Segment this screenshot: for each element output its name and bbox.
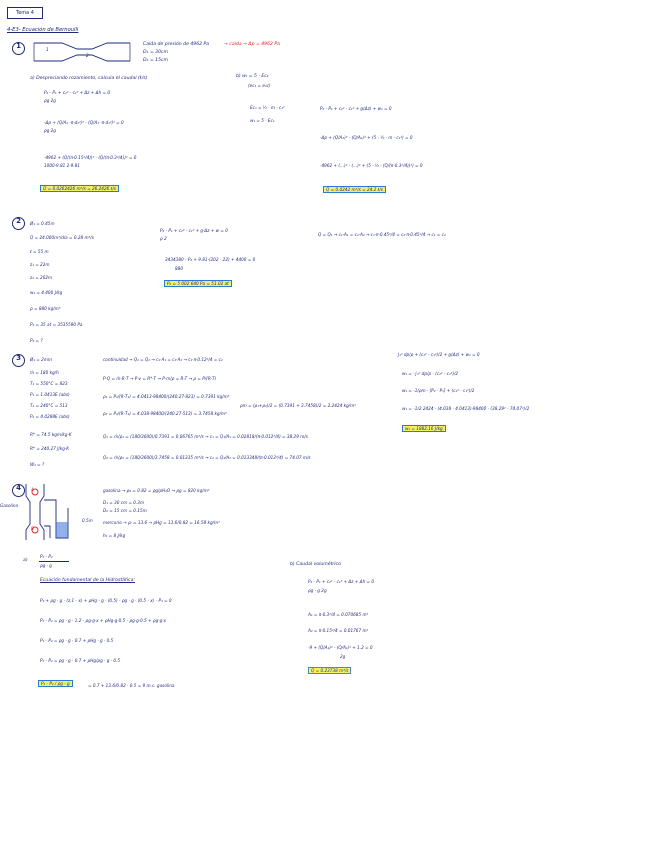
- p3-given-5: T₂ = 240°C = 513: [30, 403, 68, 408]
- fig-label-gasolina: Gasolina: [0, 503, 19, 508]
- p2-line-1: P₂ - P₁ + c₂² - c₁² + g·Δz + w = 0: [160, 228, 228, 233]
- p4-given-5: h₁ = 8 J/kg: [103, 533, 126, 538]
- p4-a-head: P₁ - P₂: [40, 554, 53, 559]
- p4-a-line-2: P₁ - P₂ = ρg · g · 1.2 - ρg·g·x + ρHg·g·0.5 - ρg·g·0.5 + ρg·g·x: [40, 618, 167, 623]
- p1-a-title: a) Despreciando rozamiento, calcula el caudal (ℓ/s): [30, 76, 148, 81]
- p2-given-7: ρ = 880 kg/m³: [30, 306, 61, 311]
- p1-b-result: Q = 0.0242 m³/s = 24.2 ℓ/s: [323, 186, 386, 193]
- p1-b-line-1: Ec₁ = ½ · m · c₁²: [250, 105, 285, 110]
- page-title: Tema 4: [7, 7, 43, 19]
- p1-a-line-4: ρg 2g: [44, 128, 56, 133]
- p3-line-5: ρm = (ρ₁+ρ₂)/2 = (0.7391 + 3.7458)/2 = 2.2424 kg/m³: [240, 403, 356, 408]
- p3-given-4: P₁ = 1.0413E (abs): [30, 392, 70, 397]
- p4-b-line-3: A₁ = π·0.3²/4 = 0.070685 m²: [308, 612, 369, 617]
- p2-given-2: Q = 24.000m³/día = 0.28 m³/s: [30, 235, 94, 240]
- p3-given-8: R* = 240.27 J/kg·K: [30, 446, 69, 451]
- p1-a-result: Q = 0.0262426 m³/s = 26.2426 ℓ/s: [40, 185, 119, 192]
- p3-right-4: w₁ = -1/2.2424 · (4.038 - 4.0413)·98400 - (38.29² - 74.07²)/2: [402, 406, 530, 411]
- p1-given-1: Caída de presión de 4962 Pa: [143, 42, 210, 47]
- p1-a-line-6: 1000·9.81 2·9.81: [44, 163, 80, 168]
- p2-given-4: z₁ = 22m: [30, 262, 50, 267]
- p4-a-result-lhs: P₁ - P₂ / ρg · g: [38, 680, 73, 687]
- p3-line-7: Q₂ = ṁ/ρ₂ = (180/3600)/3.7458 = 0.01335 m³/s → c₂ = Q₂/A₂ = 0.013348/(π·0.012²/4) = 74.07 m/s: [103, 455, 311, 460]
- fig-label-a: A: [31, 487, 34, 492]
- p2-given-3: ℓ = 55 m: [30, 249, 49, 254]
- p3-line-4: ρ₂ = P₂/(R·T₂) = 4.038·98400/(240.27·513) = 3.7458 kg/m³: [103, 411, 227, 416]
- p3-line-1: continuidad → Q₁ = Q₂ → c₁·A₁ = c₂·A₂ → c₁·π·0.12²/4 = c₂: [103, 357, 223, 362]
- p3-right-1: ∫₁² dp/ρ + (c₂² - c₁²)/2 + g(Δz) + w₁ = 0: [397, 352, 480, 357]
- p4-b-line-4: A₂ = π·0.15²/4 = 0.01767 m²: [308, 628, 369, 633]
- p1-b-line-5: -4962 + (...)² - (...)² + (5 · ½ · (Q/(π·0.3²/4))²) = 0: [320, 163, 423, 168]
- p4-a-head2: ρg · g: [40, 563, 52, 568]
- p4-eq-title: Ecuación fundamental de la Hidrostática:: [40, 578, 135, 583]
- p4-a-line-1: P₂ + ρg · g · (z,1 - x) + ρHg · g · (0.5) - ρg · g · (0.5 - x) - P₁ = 0: [40, 598, 172, 603]
- p1-given-2: → caída → Δp = 4962 Pa: [224, 42, 280, 47]
- p1-given-4: D₂ = 15cm: [143, 58, 168, 63]
- p1-a-line-2: ρg 2g: [44, 98, 56, 103]
- p2-given-6: w₁ = 4.400 J/kg: [30, 290, 63, 295]
- p3-given-7: R* = 74.5 kgm/kg·K: [30, 432, 72, 437]
- p2-given-8: P₁ = 35 at = 3535590 Pa: [30, 322, 83, 327]
- p2-given-1: Ø₁ = 0.45m: [30, 221, 55, 226]
- p4-given-3: D₂ = 15 cm = 0.15m: [103, 508, 147, 513]
- p1-given-3: D₁ = 30cm: [143, 50, 168, 55]
- p4-b-line-5: -9 + (Q/A₂)² - (Q/A₁)² + 1.2 = 0: [308, 645, 373, 650]
- p4-b-line-2: ρg · g 2g: [308, 588, 327, 593]
- p2-result: P₂ = 5 002 640 Pa = 51.02 at: [164, 280, 232, 287]
- problem-number-3: 3: [12, 354, 25, 367]
- p1-b-line-2: w₁ = 5 · Ec₁: [250, 118, 275, 123]
- manometer-diagram-icon: [14, 482, 76, 542]
- p3-given-1: Ø₁ = 2mm: [30, 357, 52, 362]
- p2-line-3: 3434380 - P₂ + 9.81·(202 - 22) + 4400 = 0: [165, 257, 256, 262]
- fig-label-1: 1: [46, 47, 49, 52]
- p1-b-sub: (ec₁ = e₁c): [248, 83, 271, 88]
- p1-a-line-3: -Δp + (Q/A₂ ·π·d₂²)² - (Q/A₁ ·π·d₁²)² = 0: [44, 120, 124, 125]
- section-title: 4-E3- Ecuación de Bernoulli: [7, 27, 79, 33]
- p3-right-3: w₁ = -1/ρm · [P₂ - P₁] + (c₂² - c₁²)/2: [402, 388, 475, 393]
- p3-given-3: T₁ = 550°C = 823: [30, 381, 68, 386]
- p3-given-2: ṁ = 180 kg/h: [30, 370, 59, 375]
- p4-b-line-6: 2g: [340, 654, 346, 659]
- p1-b-line-4: -Δp + (Q/A₂)² - (Q/A₁)² + (5 · ½ · m · c₁²) = 0: [320, 135, 413, 140]
- p1-b-line-3: P₂ - P₁ + c₂² - c₁² + g(Δz) + w₁ = 0: [320, 106, 392, 111]
- p2-continuity: Q = Q₁ → c₁·A₁ = c₂·A₂ → c₁·π·0.45²/4 = c₂·π·0.45²/4 → c₁ = c₂: [318, 232, 446, 237]
- p2-line-2: ρ 2: [160, 236, 167, 241]
- p3-result: w₁ = 1882.16 J/kg: [402, 425, 446, 432]
- p4-a-line-4: P₁ - P₂ = ρg · g · 0.7 + ρHg/ρg · g · 0.5: [40, 658, 121, 663]
- fig-label-2: 2: [86, 53, 89, 58]
- fig-label-height: 0.5m: [82, 518, 93, 523]
- p4-b-line-1: P₂ - P₁ + c₂² - c₁² + Δz + Δh = 0: [308, 579, 375, 584]
- p3-given-6: P₂ = 4.0288E (abs): [30, 414, 70, 419]
- problem-number-2: 2: [12, 217, 25, 230]
- p4-given-4: mercurio → ρᵣ = 13.6 → ρHg = 13.6/0.82 = 16.58 kg/m³: [103, 520, 220, 525]
- p3-line-3: ρ₁ = P₁/(R·T₁) = 4.0413·98400/(240.27·823) = 0.7391 kg/m³: [103, 394, 230, 399]
- fig-label-b: B: [31, 526, 34, 531]
- p3-right-2: w₁ = -∫₁² dp/ρ - (c₂² - c₁²)/2: [402, 371, 459, 376]
- p4-a-label: a): [23, 558, 28, 563]
- p3-given-9: W₁ = ?: [30, 462, 45, 467]
- p4-a-line-3: P₁ - P₂ = ρg · g · 0.7 + ρHg · g · 0.5: [40, 638, 114, 643]
- p4-a-result: = 0.7 + 13.6/0.82 · 0.5 = 9 m.c. gasolina: [88, 683, 175, 688]
- p3-line-6: Q₁ = ṁ/ρ₁ = (180/3600)/0.7391 = 0.06765 m³/s → c₁ = Q₁/A₁ = 0.02818/(π·0.012²/4) = 38.29 m/s: [103, 434, 308, 439]
- p4-given-1: gasolina → ρ₉ = 0.82 = ρg/ρH₂O → ρg = 820 kg/m³: [103, 488, 210, 493]
- p2-given-9: P₂ = ?: [30, 338, 43, 343]
- p1-b-title: b) wₜ = 5 · Ec₁: [236, 74, 269, 79]
- p4-given-2: D₁ = 30 cm = 0.3m: [103, 500, 145, 505]
- problem-number-1: 1: [12, 42, 25, 55]
- p1-a-line-5: -4962 + (Q/(π·0.15²/4))² - (Q/(π·0.3²/4))² = 0: [44, 155, 137, 160]
- p2-given-5: z₂ = 202m: [30, 275, 53, 280]
- p3-line-2: P·Q = ṁ·R·T → P·v = R*·T → P·m/ρ = R·T → ρ = P/(R·T): [103, 376, 217, 381]
- problem-number-4: 4: [12, 484, 25, 497]
- p4-b-title: b) Caudal volumétrico: [290, 562, 341, 567]
- p1-a-line-1: P₂ - P₁ + c₂² - c₁² + Δz + Δh = 0: [44, 90, 111, 95]
- p4-b-result: Q = 0.23738 m³/s: [308, 667, 351, 674]
- p2-line-4: 880: [175, 266, 183, 271]
